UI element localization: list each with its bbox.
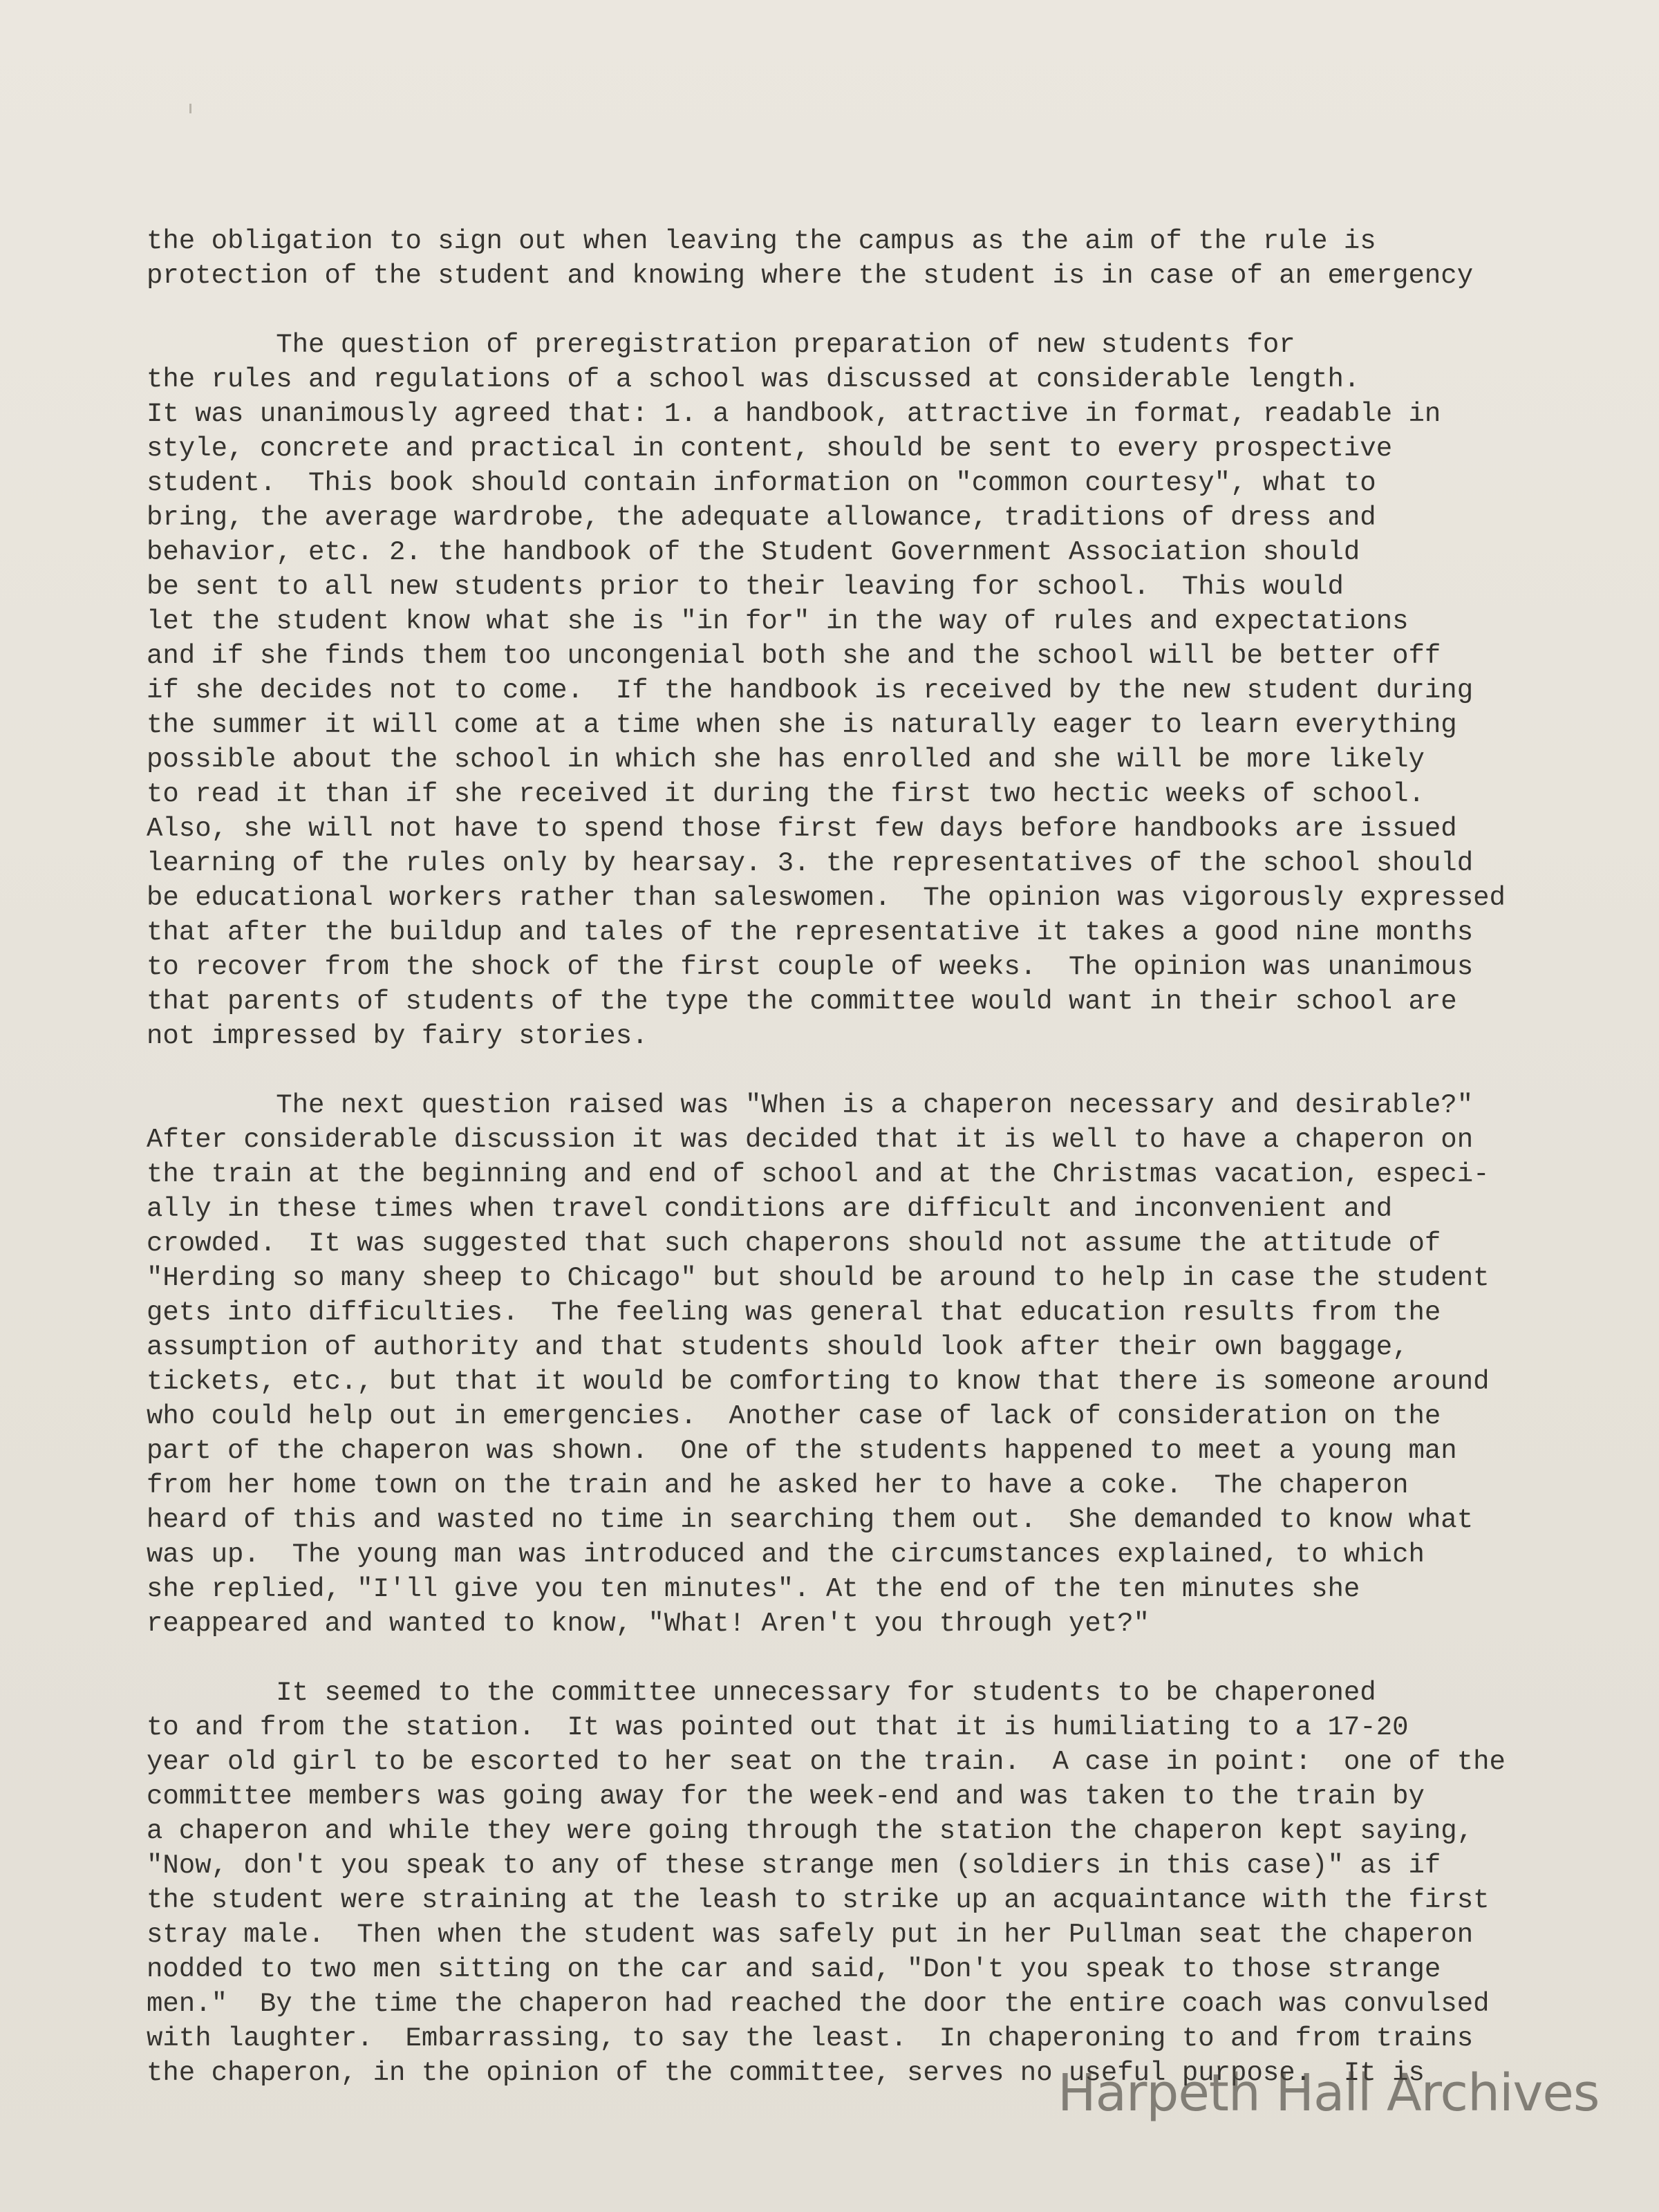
text-line: protection of the student and knowing where the student is in case of an emergency xyxy=(147,261,1474,291)
paragraph-4 xyxy=(147,1676,1571,2090)
text-line: to recover from the shock of the first couple of weeks. The opinion was unanimous xyxy=(147,952,1474,982)
text-line: men." By the time the chaperon had reached the door the entire coach was convulsed xyxy=(147,1989,1490,2019)
text-line: gets into difficulties. The feeling was general that education results from the xyxy=(147,1297,1441,1328)
text-line: if she decides not to come. If the handbook is received by the new student during xyxy=(147,675,1474,706)
text-line: behavior, etc. 2. the handbook of the Student Government Association should xyxy=(147,537,1360,568)
text-line: The question of preregistration preparation of new students for xyxy=(147,330,1295,360)
text-line: style, concrete and practical in content, should be sent to every prospective xyxy=(147,433,1393,464)
text-line: student. This book should contain information on "common courtesy", what to xyxy=(147,468,1376,498)
text-line: not impressed by fairy stories. xyxy=(147,1021,648,1051)
text-line: crowded. It was suggested that such chaperons should not assume the attitude of xyxy=(147,1228,1441,1259)
text-line: the summer it will come at a time when she is naturally eager to learn everything xyxy=(147,710,1457,740)
text-line: After considerable discussion it was decided that it is well to have a chaperon on xyxy=(147,1125,1474,1155)
text-line: and if she finds them too uncongenial both she and the school will be better off xyxy=(147,641,1441,671)
text-line: who could help out in emergencies. Another case of lack of consideration on the xyxy=(147,1401,1441,1432)
stray-mark xyxy=(189,104,191,113)
text-line: It was unanimously agreed that: 1. a handbook, attractive in format, readable in xyxy=(147,399,1441,429)
text-line: the chaperon, in the opinion of the committee, serves no useful purpose. It is xyxy=(147,2058,1425,2088)
paragraph-3 xyxy=(147,1088,1571,1641)
text-line: be sent to all new students prior to their leaving for school. This would xyxy=(147,572,1344,602)
text-line: stray male. Then when the student was safely put in her Pullman seat the chaperon xyxy=(147,1920,1474,1950)
text-line: committee members was going away for the week-end and was taken to the train by xyxy=(147,1781,1425,1812)
text-line: to read it than if she received it during the first two hectic weeks of school. xyxy=(147,779,1425,809)
text-line: the rules and regulations of a school was discussed at considerable length. xyxy=(147,364,1360,395)
text-line: tickets, etc., but that it would be comforting to know that there is someone around xyxy=(147,1367,1490,1397)
text-line: heard of this and wasted no time in searching them out. She demanded to know what xyxy=(147,1505,1474,1535)
text-line: the student were straining at the leash to strike up an acquaintance with the first xyxy=(147,1885,1490,1915)
text-line: she replied, "I'll give you ten minutes". At the end of the ten minutes she xyxy=(147,1574,1360,1604)
text-line: ally in these times when travel conditions are difficult and inconvenient and xyxy=(147,1194,1393,1224)
text-line: was up. The young man was introduced and the circumstances explained, to which xyxy=(147,1539,1425,1570)
paragraph-2 xyxy=(147,328,1571,1053)
text-line: that parents of students of the type the committee would want in their school are xyxy=(147,986,1457,1017)
text-line: be educational workers rather than saleswomen. The opinion was vigorously expressed xyxy=(147,883,1506,913)
text-line: a chaperon and while they were going through the station the chaperon kept saying, xyxy=(147,1816,1474,1846)
text-line: let the student know what she is "in for" in the way of rules and expectations xyxy=(147,606,1409,637)
text-line: assumption of authority and that students should look after their own baggage, xyxy=(147,1332,1409,1362)
text-line: "Now, don't you speak to any of these strange men (soldiers in this case)" as if xyxy=(147,1850,1441,1881)
paragraph-1 xyxy=(147,224,1571,293)
text-line: "Herding so many sheep to Chicago" but should be around to help in case the student xyxy=(147,1263,1490,1293)
archive-watermark: Harpeth Hall Archives xyxy=(1058,2063,1600,2123)
text-line: the obligation to sign out when leaving the campus as the aim of the rule is xyxy=(147,226,1376,256)
text-line: that after the buildup and tales of the representative it takes a good nine months xyxy=(147,917,1474,948)
text-line: bring, the average wardrobe, the adequate allowance, traditions of dress and xyxy=(147,503,1376,533)
text-line: learning of the rules only by hearsay. 3. the representatives of the school should xyxy=(147,848,1474,879)
text-line: the train at the beginning and end of school and at the Christmas vacation, especi- xyxy=(147,1159,1490,1190)
text-line: The next question raised was "When is a chaperon necessary and desirable?" xyxy=(147,1090,1474,1121)
text-line: with laughter. Embarrassing, to say the least. In chaperoning to and from trains xyxy=(147,2023,1474,2054)
text-line: It seemed to the committee unnecessary for students to be chaperoned xyxy=(147,1678,1376,1708)
document-body xyxy=(147,224,1571,2125)
text-line: to and from the station. It was pointed out that it is humiliating to a 17-20 xyxy=(147,1712,1409,1743)
text-line: year old girl to be escorted to her seat on the train. A case in point: one of the xyxy=(147,1747,1506,1777)
text-line: Also, she will not have to spend those first few days before handbooks are issued xyxy=(147,814,1457,844)
text-line: from her home town on the train and he asked her to have a coke. The chaperon xyxy=(147,1470,1409,1501)
text-line: nodded to two men sitting on the car and said, "Don't you speak to those strange xyxy=(147,1954,1441,1985)
text-line: part of the chaperon was shown. One of the students happened to meet a young man xyxy=(147,1436,1457,1466)
text-line: possible about the school in which she has enrolled and she will be more likely xyxy=(147,744,1425,775)
text-line: reappeared and wanted to know, "What! Aren't you through yet?" xyxy=(147,1609,1150,1639)
